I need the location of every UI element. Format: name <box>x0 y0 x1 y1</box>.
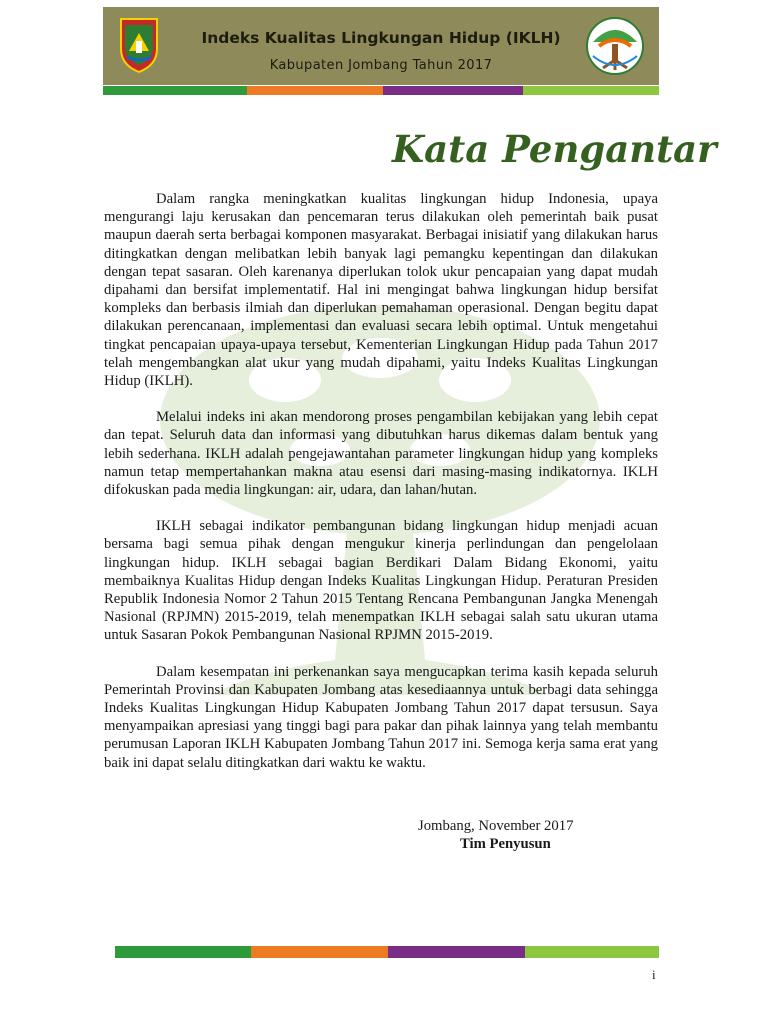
header-subtitle: Kabupaten Jombang Tahun 2017 <box>269 58 493 73</box>
foreword-body <box>104 190 658 790</box>
paragraph-3: IKLH sebagai indikator pembangunan bidang lingkungan hidup menjadi acuan bersama bagi semua pihak dengan mengukur kinerja perlindungan dan pengelolaan lingkungan hidup. IKLH sebagai bagian Berdikari Dalam Bidang Ekonomi, yaitu membaiknya Kualitas Hidup dengan Indeks Kualitas Lingkungan Hidup. Peraturan Presiden Republik Indonesia Nomor 2 Tahun 2015 Tentang Rencana Pembangunan Jangka Menengah Nasional (RPJMN) 2015-2019, telah menempatkan IKLH sebagai salah satu ukuran utama untuk Sasaran Pokok Pembangunan Nasional RPJMN 2015-2019. <box>104 518 658 644</box>
page-number: i <box>652 967 656 982</box>
color-strip-top <box>103 86 659 95</box>
header-title: Indeks Kualitas Lingkungan Hidup (IKLH) <box>201 29 561 47</box>
signature-place-date: Jombang, November 2017 <box>418 818 574 834</box>
page-title: Kata Pengantar <box>392 127 717 171</box>
color-strip-bottom <box>115 946 659 958</box>
document-header <box>103 7 659 85</box>
paragraph-2: Melalui indeks ini akan mendorong proses pengambilan kebijakan yang lebih cepat dan tepat. Seluruh data dan informasi yang dibutuhkan harus dikemas dalam bentuk yang lebih sederhana. IKLH adalah pengejawantahan parameter lingkungan hidup yang kompleks namun tetap mempertahankan makna atau esensi dari masing-masing indikatornya. IKLH difokuskan pada media lingkungan: air, udara, dan lahan/hutan. <box>104 409 658 499</box>
ministry-tree-emblem-icon <box>585 16 645 76</box>
paragraph-4: Dalam kesempatan ini perkenankan saya mengucapkan terima kasih kepada seluruh Pemerintah Provinsi dan Kabupaten Jombang atas kesediaannya untuk berbagi data sehingga Indeks Kualitas Lingkungan Hidup Kabupaten Jombang Tahun 2017 dapat tersusun. Saya menyampaikan apresiasi yang tinggi bagi para pakar dan pihak lainnya yang telah membantu perumusan Laporan IKLH Kabupaten Jombang Tahun 2017 ini. Semoga kerja sama erat yang baik ini dapat selalu ditingkatkan dari waktu ke waktu. <box>104 663 658 771</box>
signature-author: Tim Penyusun <box>460 836 551 852</box>
paragraph-1: Dalam rangka meningkatkan kualitas lingkungan hidup Indonesia, upaya mengurangi laju kerusakan dan pencemaran terus dilakukan oleh pemerintah baik pusat maupun daerah serta berbagai komponen masyarakat. Berbagai inisiatif yang dilakukan harus ditingkatkan dengan melibatkan lebih banyak lagi pemangku kepentingan dan dilakukan dengan tepat sasaran. Oleh karenanya diperlukan tolok ukur pencapaian yang dapat mudah dipahami dan bersifat implementatif. Hal ini mengingat bahwa lingkungan hidup bersifat kompleks dan berbasis ilmiah dan diperlukan pemahaman operasional. Dengan begitu dapat dilakukan perencanaan, implementasi dan evaluasi secara lebih optimal. Untuk mengetahui tingkat pencapaian upaya-upaya tersebut, Kementerian Lingkungan Hidup pada Tahun 2017 telah mengembangkan alat ukur yang mudah dipahami, yaitu Indeks Kualitas Lingkungan Hidup (IKLH). <box>104 191 658 390</box>
